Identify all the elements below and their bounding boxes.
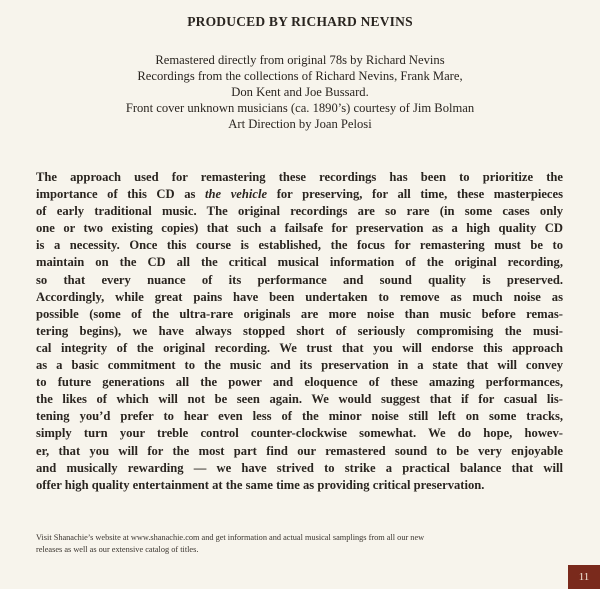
footer-line: releases as well as our extensive catalog of titles. — [36, 545, 199, 554]
body-line: the likes of which will not be seen again. We would suggest that if for casual lis- — [36, 392, 563, 407]
website-note — [36, 532, 561, 556]
body-line-segment: importance of this CD as — [36, 187, 206, 202]
body-line: as a basic commitment to the music and its preservation in a state that will convey — [36, 358, 563, 373]
body-line: so that every nuance of its performance and sound quality is preserved. — [36, 272, 563, 287]
body-line — [36, 186, 563, 203]
body-line: simply turn your treble control counter-clockwise somewhat. We do hope, howev- — [36, 426, 563, 441]
page-heading: PRODUCED BY RICHARD NEVINS — [187, 14, 413, 29]
body-line: Accordingly, while great pains have been undertaken to remove as much noise as — [36, 289, 563, 304]
body-line: cal integrity of the original recording. We trust that you will endorse this approach — [36, 340, 563, 355]
body-line: offer high quality entertainment at the same time as providing critical preservation. — [36, 477, 485, 492]
credit-line: Art Direction by Joan Pelosi — [228, 117, 372, 131]
page-number: 11 — [568, 565, 600, 589]
remastering-statement — [36, 169, 563, 494]
body-line-italic: the vehicle — [205, 187, 268, 202]
body-line: to future generations all the power and eloquence of these amazing performances, — [36, 375, 563, 390]
credits-block — [0, 52, 600, 132]
footer-line: Visit Shanachie’s website at www.shanachie.com and get information and actual musical samplings from all our new — [36, 533, 425, 542]
body-line: of early traditional music. The original recordings are so rare (in some cases only — [36, 204, 563, 219]
credit-line: Recordings from the collections of Richard Nevins, Frank Mare, — [137, 69, 463, 83]
body-line: maintain on the CD all the critical musical information of the original recording, — [36, 255, 563, 270]
credit-line: Don Kent and Joe Bussard. — [231, 85, 369, 99]
credit-line: Remastered directly from original 78s by Richard Nevins — [155, 53, 445, 67]
body-line: er, that you will for the most part find our remastered sound to be very enjoyable — [36, 443, 563, 458]
body-line: The approach used for remastering these recordings has been to prioritize the — [36, 170, 563, 184]
body-line-segment: for preserving, for all time, these masterpieces — [267, 187, 563, 202]
body-line: tering begins), we have always stopped short of seriously compromising the musi- — [36, 323, 563, 338]
credit-line: Front cover unknown musicians (ca. 1890’s) courtesy of Jim Bolman — [125, 101, 475, 115]
body-line: tening you’d prefer to hear even less of the minor noise still left on some tracks, — [36, 409, 563, 424]
body-line: and musically rewarding — we have strived to strike a practical balance that will — [36, 460, 563, 475]
body-line: one or two existing copies) that such a failsafe for preservation as a high quality CD — [36, 221, 563, 236]
body-line: possible (some of the ultra-rare originals are more noise than music before remas- — [36, 306, 563, 321]
body-line: is a necessity. Once this course is established, the focus for remastering must be to — [36, 238, 563, 253]
